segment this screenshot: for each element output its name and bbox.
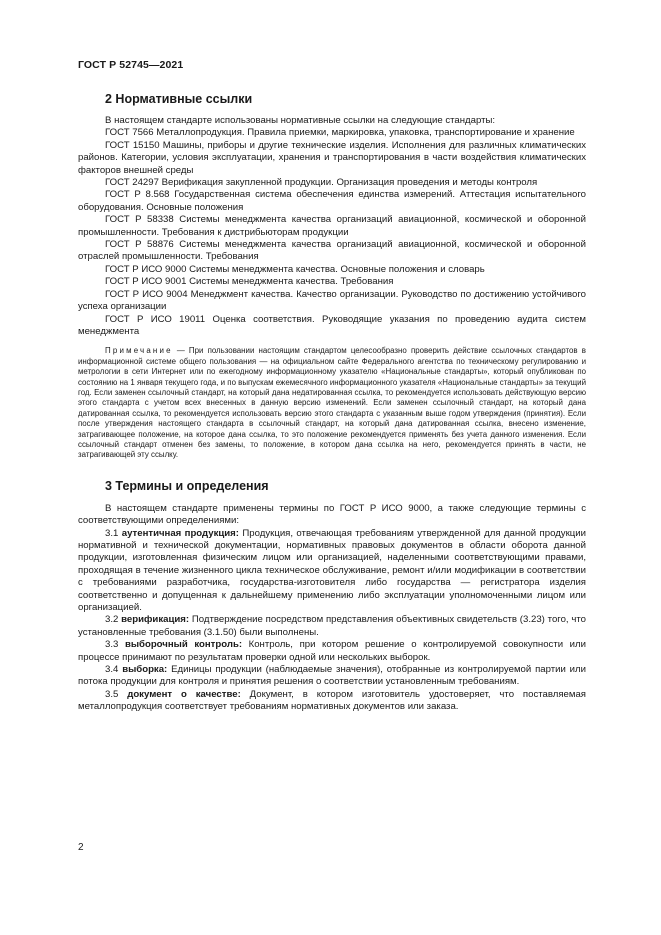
term-name: выборочный контроль: [124, 639, 243, 651]
reference-list [78, 127, 586, 338]
reference-item: ГОСТ Р ИСО 9001 Системы менеджмента качества. Требования [105, 276, 394, 288]
reference-item: ГОСТ 7566 Металлопродукция. Правила приемки, маркировка, упаковка, транспортирование и хранение [105, 127, 575, 139]
term-number: 3.5 [105, 688, 119, 700]
term-definition [78, 614, 586, 639]
term-number: 3.4 [105, 664, 119, 676]
reference-item: ГОСТ Р ИСО 19011 Оценка соответствия. Руководящие указания по проведению аудита систем менеджмента [78, 313, 586, 337]
note-paragraph [78, 346, 586, 460]
term-text: Продукция, отвечающая требованиям утвержденной для данной продукции нормативной и технической документации, нормативных правовых документов в области оборота данной продукции, изготовленная физическим лицом или организацией, наделенными соответствующими правами, проходящая в течение жизненного цикла техническое обслуживание, ремонт и/или модификации в соответствии с требованиями разработчика, государства-изготовителя либо государства — регистратора изделия соответственно и допущенная к дальнейшему применению либо эксплуатации уполномоченными лицом или организацией. [78, 527, 587, 614]
section-3-intro: В настоящем стандарте применены термины по ГОСТ Р ИСО 9000, а также следующие термины с соответствующими определениями: [78, 502, 586, 527]
section-2-title: 2 Нормативные ссылки [105, 92, 253, 106]
term-name: выборка: [122, 664, 168, 676]
reference-item: ГОСТ Р ИСО 9004 Менеджмент качества. Качество организации. Руководство по достижению устойчивого успеха организации [78, 288, 586, 313]
term-name: верификация: [121, 614, 190, 626]
reference-item: ГОСТ Р 58338 Системы менеджмента качества организаций авиационной, космической и оборонной промышленности. Требования к дистрибьюторам продукции [78, 214, 586, 238]
term-name: аутентичная продукция: [121, 527, 239, 539]
term-number: 3.2 [105, 614, 119, 626]
term-text: Документ, в котором изготовитель удостоверяет, что поставляемая металлопродукция соответствует требованиям нормативных документов или заказа. [78, 688, 587, 713]
reference-item: ГОСТ Р 58876 Системы менеджмента качества организаций авиационной, космической и оборонной отраслей промышленности. Требования [78, 239, 586, 263]
reference-item: ГОСТ Р ИСО 9000 Системы менеджмента качества. Основные положения и словарь [105, 263, 485, 275]
page-number: 2 [78, 842, 84, 853]
term-text: Подтверждение посредством представления объективных свидетельств (3.23) того, что установленные требования (3.1.50) были выполнены. [78, 614, 586, 638]
term-definition [78, 664, 586, 689]
term-number: 3.3 [105, 639, 119, 651]
page-content [78, 92, 586, 714]
term-text: Контроль, при котором решение о контролируемой совокупности или процессе принимают по результатам проверки одной или нескольких выборок. [78, 639, 586, 663]
term-definition [78, 528, 586, 615]
document-code-header: ГОСТ Р 52745—2021 [78, 59, 184, 71]
section-2-intro: В настоящем стандарте использованы нормативные ссылки на следующие стандарты: [105, 115, 496, 126]
section-3-title: 3 Термины и определения [105, 478, 269, 493]
term-text: Единицы продукции (наблюдаемые значения), отобранные из контролируемой партии или потока продукции для контроля и принятия решения о соответствии установленным требованиям. [78, 664, 586, 688]
reference-item: ГОСТ Р 8.568 Государственная система обеспечения единства измерений. Аттестация испытательного оборудования. Основные положения [78, 189, 586, 213]
reference-item: ГОСТ 15150 Машины, приборы и другие технические изделия. Исполнения для различных климатических районов. Категории, условия эксплуатации, хранения и транспортирования в части воздействия климатических факторов внешней среды [78, 139, 586, 176]
note-text: — При пользовании настоящим стандартом целесообразно проверить действие ссылочных стандартов в информационной системе общего пользования — на официальном сайте Федерального агентства по техническому регулированию и метрологии в сети Интернет или по ежегодному информационному указателю «Национальные стандарты», который опубликован по состоянию на 1 января текущего года, и по выпускам ежемесячного информационного указателя «Национальные стандарты» за текущий год. Если заменен ссылочный стандарт, на который дана недатированная ссылка, то рекомендуется использовать действующую версию этого стандарта с учетом всех внесенных в данную версию изменений. Если заменен ссылочный стандарт, на который дана датированная ссылка, то рекомендуется использовать версию этого стандарта с указанным выше годом утверждения (принятия). Если после утверждения настоящего стандарта в ссылочный стандарт, на который дана датированная ссылка, внесено изменение, затрагивающее положение, на которое дана ссылка, то это положение рекомендуется применять без учета данного изменения. Если ссылочный стандарт отменен без замены, то положение, в котором дана ссылка на него, рекомендуется принять в части, не затрагивающей эту ссылку. [78, 346, 586, 460]
reference-item: ГОСТ 24297 Верификация закупленной продукции. Организация проведения и методы контроля [105, 177, 538, 189]
note-label: Примечание [105, 346, 173, 356]
term-name: документ о качестве: [127, 688, 241, 700]
term-definition [78, 689, 586, 714]
term-definition [78, 639, 586, 664]
term-number: 3.1 [105, 527, 119, 539]
note-block [78, 346, 586, 460]
